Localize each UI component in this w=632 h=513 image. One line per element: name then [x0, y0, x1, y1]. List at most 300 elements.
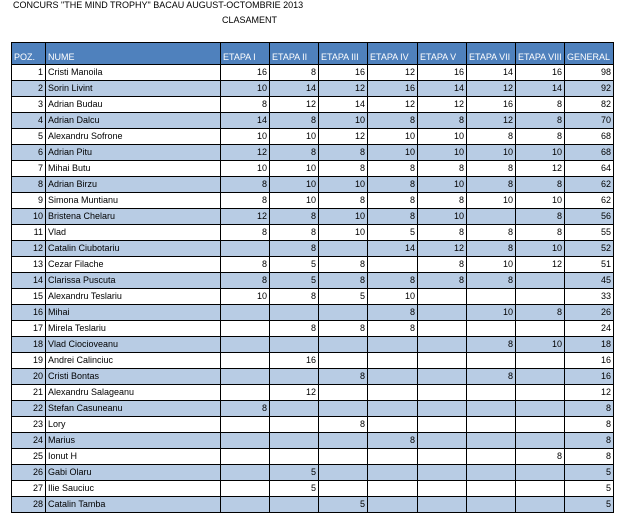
stage-cell: 8	[221, 225, 270, 241]
name-cell: Alexandru Salageanu	[46, 385, 221, 401]
stage-cell: 8	[516, 129, 565, 145]
stage-cell: 8	[467, 369, 516, 385]
stage-cell	[516, 497, 565, 513]
stage-cell	[368, 497, 418, 513]
stage-cell: 12	[467, 113, 516, 129]
stage-cell: 8	[368, 161, 418, 177]
table-row	[12, 401, 614, 417]
general-cell: 26	[565, 305, 614, 321]
stage-cell	[368, 385, 418, 401]
stage-cell	[221, 465, 270, 481]
table-row	[12, 81, 614, 97]
stage-cell: 16	[319, 65, 368, 81]
column-header: ETAPA II	[270, 43, 319, 65]
stage-cell	[319, 241, 368, 257]
stage-cell: 8	[368, 321, 418, 337]
stage-cell	[516, 433, 565, 449]
stage-cell	[368, 465, 418, 481]
stage-cell: 14	[368, 241, 418, 257]
stage-cell: 10	[221, 129, 270, 145]
stage-cell: 8	[270, 209, 319, 225]
position-cell: 19	[12, 353, 46, 369]
stage-cell	[516, 385, 565, 401]
stage-cell	[221, 433, 270, 449]
stage-cell: 5	[270, 257, 319, 273]
stage-cell	[221, 369, 270, 385]
stage-cell: 10	[418, 209, 467, 225]
column-header: ETAPA V	[418, 43, 467, 65]
stage-cell	[418, 465, 467, 481]
name-cell: Andrei Calinciuc	[46, 353, 221, 369]
stage-cell	[418, 497, 467, 513]
stage-cell: 8	[418, 225, 467, 241]
position-cell: 21	[12, 385, 46, 401]
table-row	[12, 289, 614, 305]
stage-cell	[221, 449, 270, 465]
stage-cell: 12	[368, 65, 418, 81]
stage-cell: 10	[516, 337, 565, 353]
stage-cell: 8	[319, 369, 368, 385]
general-cell: 62	[565, 177, 614, 193]
table-row	[12, 257, 614, 273]
column-header: ETAPA VII	[467, 43, 516, 65]
stage-cell: 8	[270, 225, 319, 241]
table-row	[12, 145, 614, 161]
stage-cell: 8	[467, 225, 516, 241]
stage-cell	[368, 353, 418, 369]
stage-cell: 10	[270, 177, 319, 193]
stage-cell	[368, 401, 418, 417]
name-cell: Mihai	[46, 305, 221, 321]
general-cell: 8	[565, 401, 614, 417]
stage-cell: 12	[516, 257, 565, 273]
stage-cell	[516, 465, 565, 481]
stage-cell	[418, 417, 467, 433]
stage-cell: 8	[368, 305, 418, 321]
position-cell: 14	[12, 273, 46, 289]
stage-cell	[467, 209, 516, 225]
position-cell: 17	[12, 321, 46, 337]
stage-cell	[368, 369, 418, 385]
general-cell: 16	[565, 369, 614, 385]
stage-cell: 8	[516, 113, 565, 129]
position-cell: 5	[12, 129, 46, 145]
name-cell: Simona Muntianu	[46, 193, 221, 209]
stage-cell: 10	[270, 129, 319, 145]
page-subtitle: CLASAMENT	[222, 15, 278, 25]
stage-cell: 12	[418, 241, 467, 257]
stage-cell	[418, 353, 467, 369]
stage-cell: 8	[368, 113, 418, 129]
page-title: CONCURS "THE MIND TROPHY" BACAU AUGUST-OCTOMBRIE 2013	[13, 0, 304, 10]
stage-cell	[368, 257, 418, 273]
name-cell: Bristena Chelaru	[46, 209, 221, 225]
column-header: ETAPA IV	[368, 43, 418, 65]
table-row	[12, 433, 614, 449]
table-header-row	[12, 43, 614, 65]
stage-cell: 14	[418, 81, 467, 97]
stage-cell	[418, 433, 467, 449]
stage-cell: 8	[516, 305, 565, 321]
stage-cell	[221, 497, 270, 513]
position-cell: 12	[12, 241, 46, 257]
stage-cell	[516, 321, 565, 337]
stage-cell	[221, 337, 270, 353]
name-cell: Ilie Sauciuc	[46, 481, 221, 497]
stage-cell: 8	[319, 145, 368, 161]
stage-cell: 10	[270, 161, 319, 177]
position-cell: 9	[12, 193, 46, 209]
stage-cell: 8	[418, 273, 467, 289]
stage-cell	[467, 385, 516, 401]
stage-cell: 10	[319, 177, 368, 193]
stage-cell: 10	[319, 225, 368, 241]
stage-cell: 5	[270, 481, 319, 497]
stage-cell: 8	[270, 241, 319, 257]
stage-cell	[319, 401, 368, 417]
stage-cell	[319, 337, 368, 353]
stage-cell: 8	[467, 177, 516, 193]
stage-cell	[368, 449, 418, 465]
stage-cell: 10	[221, 289, 270, 305]
stage-cell: 8	[319, 257, 368, 273]
stage-cell: 10	[221, 161, 270, 177]
name-cell: Sorin Livint	[46, 81, 221, 97]
stage-cell	[270, 337, 319, 353]
position-cell: 8	[12, 177, 46, 193]
position-cell: 2	[12, 81, 46, 97]
stage-cell: 10	[368, 289, 418, 305]
table-row	[12, 209, 614, 225]
name-cell: Adrian Pitu	[46, 145, 221, 161]
stage-cell	[467, 353, 516, 369]
stage-cell	[270, 497, 319, 513]
stage-cell: 8	[418, 257, 467, 273]
name-cell: Cezar Filache	[46, 257, 221, 273]
stage-cell: 12	[270, 97, 319, 113]
position-cell: 7	[12, 161, 46, 177]
stage-cell: 16	[221, 65, 270, 81]
stage-cell	[270, 305, 319, 321]
stage-cell	[221, 241, 270, 257]
stage-cell: 12	[319, 129, 368, 145]
stage-cell: 8	[368, 177, 418, 193]
general-cell: 18	[565, 337, 614, 353]
stage-cell: 12	[418, 97, 467, 113]
name-cell: Catalin Tamba	[46, 497, 221, 513]
stage-cell	[270, 433, 319, 449]
table-row	[12, 113, 614, 129]
stage-cell	[221, 305, 270, 321]
stage-cell: 5	[270, 273, 319, 289]
position-cell: 18	[12, 337, 46, 353]
general-cell: 45	[565, 273, 614, 289]
stage-cell	[418, 337, 467, 353]
general-cell: 56	[565, 209, 614, 225]
position-cell: 27	[12, 481, 46, 497]
table-row	[12, 321, 614, 337]
stage-cell: 14	[467, 65, 516, 81]
stage-cell	[270, 417, 319, 433]
stage-cell: 8	[516, 177, 565, 193]
stage-cell	[319, 449, 368, 465]
name-cell: Alexandru Teslariu	[46, 289, 221, 305]
position-cell: 26	[12, 465, 46, 481]
stage-cell: 10	[516, 145, 565, 161]
stage-cell: 12	[467, 81, 516, 97]
name-cell: Vlad Ciocioveanu	[46, 337, 221, 353]
stage-cell	[319, 385, 368, 401]
general-cell: 5	[565, 465, 614, 481]
general-cell: 8	[565, 433, 614, 449]
position-cell: 4	[12, 113, 46, 129]
stage-cell: 8	[516, 449, 565, 465]
table-row	[12, 353, 614, 369]
stage-cell: 8	[368, 193, 418, 209]
general-cell: 82	[565, 97, 614, 113]
stage-cell	[418, 385, 467, 401]
general-cell: 92	[565, 81, 614, 97]
stage-cell: 8	[221, 273, 270, 289]
stage-cell: 10	[467, 305, 516, 321]
stage-cell	[418, 401, 467, 417]
table-row	[12, 193, 614, 209]
stage-cell: 16	[368, 81, 418, 97]
position-cell: 13	[12, 257, 46, 273]
stage-cell: 10	[418, 177, 467, 193]
stage-cell	[418, 321, 467, 337]
ranking-table	[11, 42, 614, 513]
name-cell: Marius	[46, 433, 221, 449]
position-cell: 15	[12, 289, 46, 305]
column-header: ETAPA I	[221, 43, 270, 65]
stage-cell: 10	[368, 145, 418, 161]
stage-cell: 10	[319, 209, 368, 225]
stage-cell	[418, 369, 467, 385]
stage-cell	[467, 481, 516, 497]
column-header: ETAPA III	[319, 43, 368, 65]
table-row	[12, 449, 614, 465]
general-cell: 5	[565, 497, 614, 513]
column-header: ETAPA VIII	[516, 43, 565, 65]
stage-cell	[467, 465, 516, 481]
stage-cell	[467, 289, 516, 305]
stage-cell	[221, 417, 270, 433]
stage-cell: 12	[221, 209, 270, 225]
general-cell: 52	[565, 241, 614, 257]
stage-cell	[270, 369, 319, 385]
stage-cell: 10	[368, 129, 418, 145]
general-cell: 64	[565, 161, 614, 177]
position-cell: 6	[12, 145, 46, 161]
stage-cell	[368, 481, 418, 497]
position-cell: 20	[12, 369, 46, 385]
stage-cell: 8	[467, 241, 516, 257]
stage-cell	[319, 353, 368, 369]
stage-cell: 5	[368, 225, 418, 241]
name-cell: Vlad	[46, 225, 221, 241]
stage-cell: 8	[368, 209, 418, 225]
stage-cell: 16	[467, 97, 516, 113]
stage-cell	[418, 289, 467, 305]
table-row	[12, 273, 614, 289]
stage-cell: 10	[418, 145, 467, 161]
general-cell: 16	[565, 353, 614, 369]
stage-cell: 12	[368, 97, 418, 113]
stage-cell: 12	[221, 145, 270, 161]
table-body	[12, 65, 614, 513]
table-row	[12, 497, 614, 513]
stage-cell: 8	[418, 161, 467, 177]
table-row	[12, 161, 614, 177]
stage-cell: 16	[270, 353, 319, 369]
stage-cell: 14	[516, 81, 565, 97]
name-cell: Cristi Manoila	[46, 65, 221, 81]
stage-cell	[418, 449, 467, 465]
name-cell: Adrian Birzu	[46, 177, 221, 193]
name-cell: Stefan Casuneanu	[46, 401, 221, 417]
stage-cell	[467, 449, 516, 465]
stage-cell: 14	[221, 113, 270, 129]
name-cell: Mihai Butu	[46, 161, 221, 177]
position-cell: 24	[12, 433, 46, 449]
table-row	[12, 465, 614, 481]
stage-cell: 8	[270, 321, 319, 337]
stage-cell: 8	[368, 433, 418, 449]
table-row	[12, 225, 614, 241]
stage-cell	[467, 433, 516, 449]
name-cell: Alexandru Sofrone	[46, 129, 221, 145]
stage-cell	[516, 481, 565, 497]
position-cell: 16	[12, 305, 46, 321]
table-row	[12, 481, 614, 497]
stage-cell: 16	[516, 65, 565, 81]
stage-cell: 8	[516, 225, 565, 241]
position-cell: 11	[12, 225, 46, 241]
stage-cell: 10	[270, 193, 319, 209]
stage-cell: 8	[221, 97, 270, 113]
general-cell: 70	[565, 113, 614, 129]
stage-cell: 8	[467, 129, 516, 145]
general-cell: 55	[565, 225, 614, 241]
stage-cell	[516, 289, 565, 305]
stage-cell	[418, 481, 467, 497]
stage-cell	[516, 353, 565, 369]
stage-cell	[467, 417, 516, 433]
stage-cell: 10	[467, 193, 516, 209]
stage-cell: 12	[319, 81, 368, 97]
table-row	[12, 305, 614, 321]
stage-cell: 8	[221, 177, 270, 193]
stage-cell	[516, 369, 565, 385]
stage-cell: 8	[270, 145, 319, 161]
stage-cell	[467, 321, 516, 337]
name-cell: Cristi Bontas	[46, 369, 221, 385]
stage-cell: 8	[467, 273, 516, 289]
stage-cell: 10	[467, 145, 516, 161]
stage-cell: 8	[221, 193, 270, 209]
stage-cell: 14	[270, 81, 319, 97]
name-cell: Ionut H	[46, 449, 221, 465]
column-header: POZ.	[12, 43, 46, 65]
name-cell: Adrian Dalcu	[46, 113, 221, 129]
table-row	[12, 337, 614, 353]
stage-cell: 8	[319, 273, 368, 289]
position-cell: 3	[12, 97, 46, 113]
stage-cell: 8	[467, 161, 516, 177]
general-cell: 68	[565, 145, 614, 161]
stage-cell	[319, 433, 368, 449]
name-cell: Mirela Teslariu	[46, 321, 221, 337]
stage-cell: 5	[270, 465, 319, 481]
position-cell: 23	[12, 417, 46, 433]
stage-cell	[221, 481, 270, 497]
stage-cell	[319, 465, 368, 481]
stage-cell	[221, 321, 270, 337]
stage-cell	[221, 385, 270, 401]
position-cell: 28	[12, 497, 46, 513]
stage-cell: 8	[516, 209, 565, 225]
stage-cell: 8	[221, 401, 270, 417]
general-cell: 33	[565, 289, 614, 305]
name-cell: Lory	[46, 417, 221, 433]
stage-cell: 10	[319, 113, 368, 129]
stage-cell: 8	[516, 97, 565, 113]
table-row	[12, 385, 614, 401]
table-row	[12, 241, 614, 257]
table-row	[12, 65, 614, 81]
stage-cell	[221, 353, 270, 369]
stage-cell: 10	[467, 257, 516, 273]
stage-cell: 14	[319, 97, 368, 113]
stage-cell: 8	[368, 273, 418, 289]
stage-cell: 8	[270, 289, 319, 305]
stage-cell: 10	[516, 193, 565, 209]
stage-cell: 8	[319, 321, 368, 337]
position-cell: 1	[12, 65, 46, 81]
name-cell: Adrian Budau	[46, 97, 221, 113]
stage-cell	[270, 401, 319, 417]
position-cell: 25	[12, 449, 46, 465]
stage-cell	[368, 337, 418, 353]
stage-cell	[516, 417, 565, 433]
stage-cell	[418, 305, 467, 321]
stage-cell	[516, 273, 565, 289]
stage-cell	[368, 417, 418, 433]
stage-cell: 5	[319, 497, 368, 513]
general-cell: 5	[565, 481, 614, 497]
general-cell: 98	[565, 65, 614, 81]
name-cell: Catalin Ciubotariu	[46, 241, 221, 257]
stage-cell: 12	[270, 385, 319, 401]
stage-cell: 8	[418, 113, 467, 129]
stage-cell: 10	[418, 129, 467, 145]
position-cell: 22	[12, 401, 46, 417]
stage-cell	[319, 481, 368, 497]
name-cell: Clarissa Puscuta	[46, 273, 221, 289]
stage-cell: 8	[319, 417, 368, 433]
table-row	[12, 417, 614, 433]
table-row	[12, 97, 614, 113]
general-cell: 24	[565, 321, 614, 337]
stage-cell	[467, 401, 516, 417]
stage-cell: 8	[270, 65, 319, 81]
table-row	[12, 177, 614, 193]
general-cell: 62	[565, 193, 614, 209]
general-cell: 8	[565, 449, 614, 465]
general-cell: 51	[565, 257, 614, 273]
column-header: GENERAL	[565, 43, 614, 65]
